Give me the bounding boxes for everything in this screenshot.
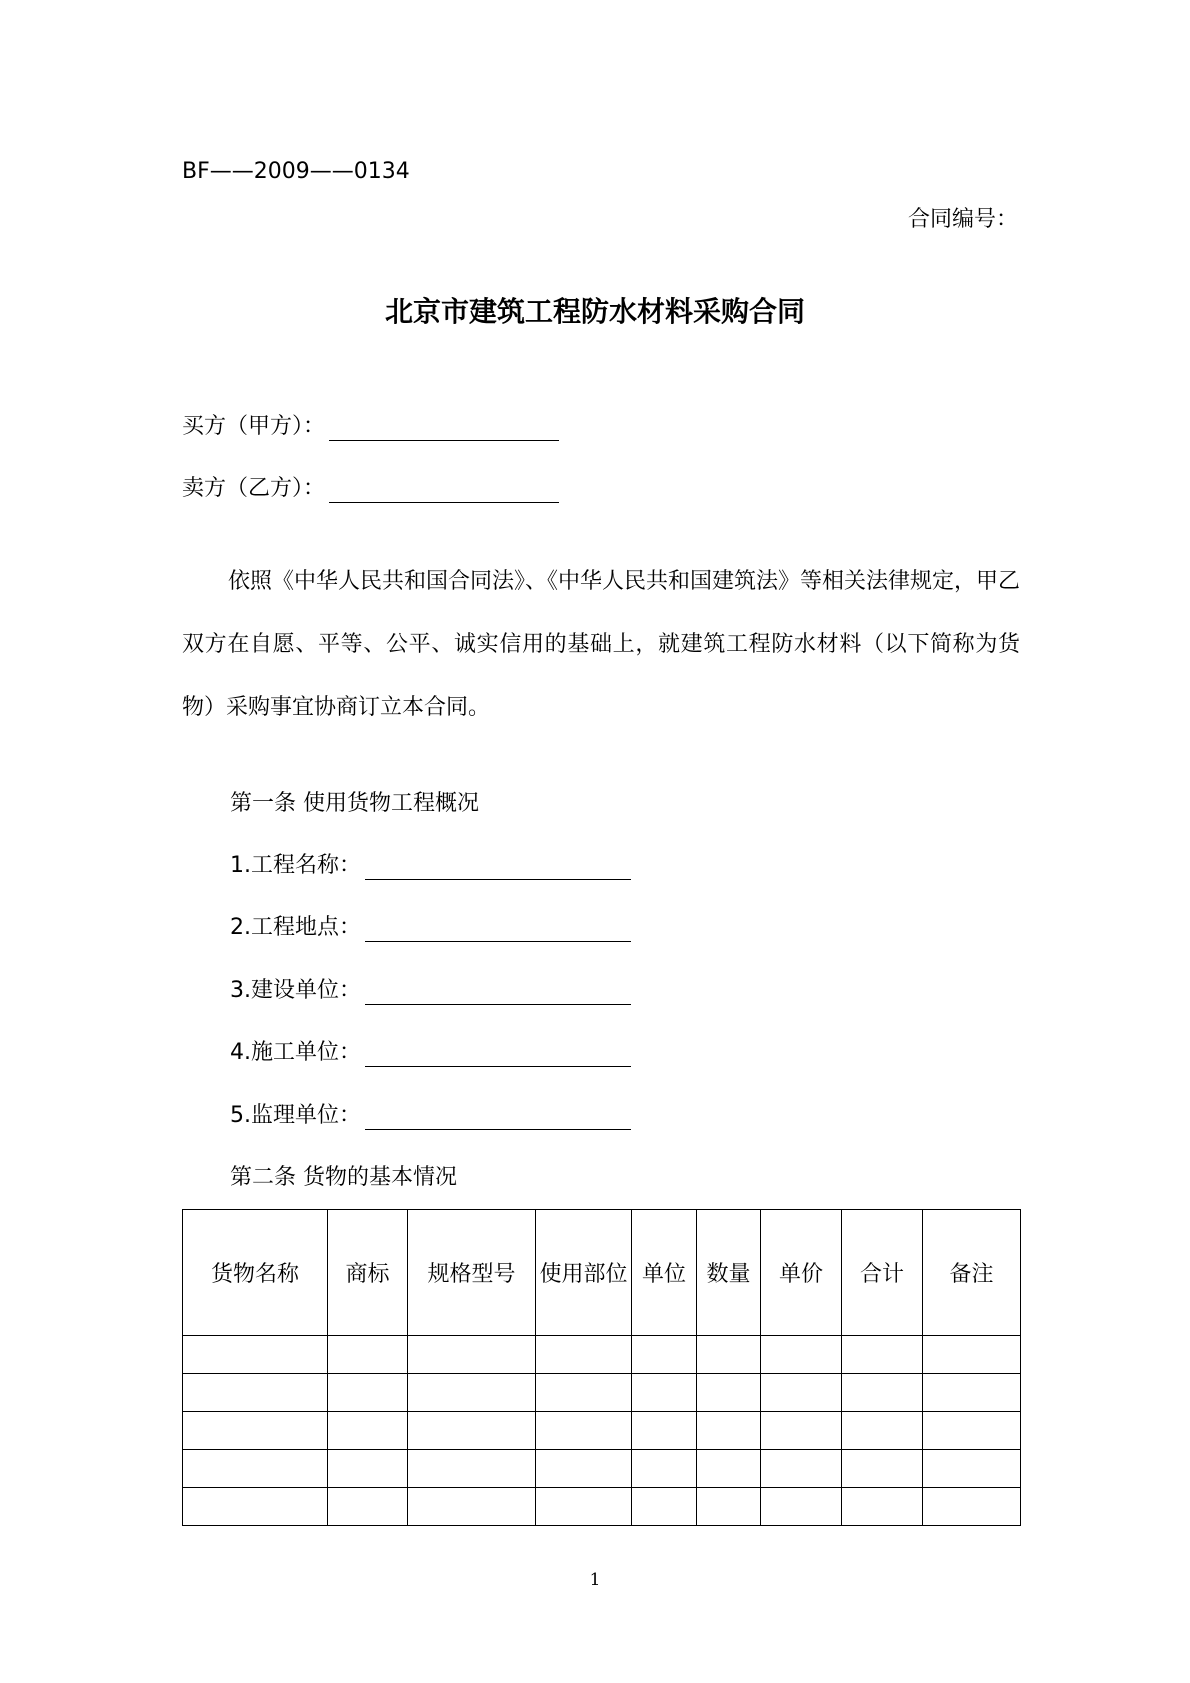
supervisor-label: 5.监理单位： xyxy=(230,1103,361,1128)
table-cell[interactable] xyxy=(842,1412,923,1450)
project-location-label: 2.工程地点： xyxy=(230,915,361,940)
article1-item xyxy=(230,1039,631,1067)
table-header-row xyxy=(183,1210,1021,1336)
header-unit-price: 单价 xyxy=(761,1210,842,1336)
table-cell[interactable] xyxy=(536,1412,632,1450)
project-location-blank[interactable] xyxy=(365,917,631,942)
page-title: 北京市建筑工程防水材料采购合同 xyxy=(384,295,805,328)
table-cell[interactable] xyxy=(183,1488,328,1526)
table-cell[interactable] xyxy=(536,1374,632,1412)
buyer-label: 买方（甲方）： xyxy=(182,414,326,439)
table-row xyxy=(183,1374,1021,1412)
table-cell[interactable] xyxy=(328,1450,408,1488)
goods-table xyxy=(182,1209,1021,1526)
table-cell[interactable] xyxy=(328,1336,408,1374)
buyer-line xyxy=(182,413,559,441)
table-cell[interactable] xyxy=(761,1374,842,1412)
table-cell[interactable] xyxy=(328,1488,408,1526)
table-cell[interactable] xyxy=(632,1336,697,1374)
header-unit: 单位 xyxy=(632,1210,697,1336)
table-cell[interactable] xyxy=(632,1412,697,1450)
table-cell[interactable] xyxy=(697,1374,761,1412)
article1-heading: 第一条 使用货物工程概况 xyxy=(230,791,479,816)
developer-blank[interactable] xyxy=(365,980,631,1005)
article1-item xyxy=(230,852,631,880)
article1-item xyxy=(230,1102,631,1130)
table-cell[interactable] xyxy=(408,1336,536,1374)
page-number: 1 xyxy=(589,1570,601,1590)
table-cell[interactable] xyxy=(842,1374,923,1412)
intro-text: 依照《中华人民共和国合同法》、《中华人民共和国建筑法》等相关法律规定，甲乙双方在自愿、平等、公平、诚实信用的基础上，就建筑工程防水材料（以下简称为货物）采购事宜协商订立本合同。 xyxy=(182,569,1021,720)
table-row xyxy=(183,1412,1021,1450)
table-cell[interactable] xyxy=(183,1374,328,1412)
table-cell[interactable] xyxy=(697,1450,761,1488)
table-cell[interactable] xyxy=(536,1488,632,1526)
header-brand: 商标 xyxy=(328,1210,408,1336)
header-total: 合计 xyxy=(842,1210,923,1336)
table-cell[interactable] xyxy=(183,1336,328,1374)
table-cell[interactable] xyxy=(408,1488,536,1526)
article1-item xyxy=(230,977,631,1005)
table-cell[interactable] xyxy=(408,1374,536,1412)
table-cell[interactable] xyxy=(842,1488,923,1526)
contractor-label: 4.施工单位： xyxy=(230,1040,361,1065)
table-cell[interactable] xyxy=(923,1488,1021,1526)
seller-label: 卖方（乙方）： xyxy=(182,476,326,501)
project-name-label: 1.工程名称： xyxy=(230,853,361,878)
document-code: BF——2009——0134 xyxy=(182,159,410,184)
table-cell[interactable] xyxy=(761,1488,842,1526)
table-cell[interactable] xyxy=(923,1450,1021,1488)
seller-blank[interactable] xyxy=(329,478,559,503)
table-cell[interactable] xyxy=(408,1412,536,1450)
header-remarks: 备注 xyxy=(923,1210,1021,1336)
table-cell[interactable] xyxy=(536,1336,632,1374)
table-cell[interactable] xyxy=(697,1336,761,1374)
table-cell[interactable] xyxy=(183,1412,328,1450)
table-cell[interactable] xyxy=(842,1450,923,1488)
table-cell[interactable] xyxy=(536,1450,632,1488)
contractor-blank[interactable] xyxy=(365,1042,631,1067)
table-cell[interactable] xyxy=(632,1450,697,1488)
table-cell[interactable] xyxy=(408,1450,536,1488)
table-cell[interactable] xyxy=(923,1374,1021,1412)
table-cell[interactable] xyxy=(842,1336,923,1374)
table-cell[interactable] xyxy=(761,1450,842,1488)
article1-item xyxy=(230,914,631,942)
intro-paragraph xyxy=(182,550,1020,739)
table-row xyxy=(183,1450,1021,1488)
table-cell[interactable] xyxy=(923,1412,1021,1450)
article2-heading: 第二条 货物的基本情况 xyxy=(230,1165,457,1190)
table-cell[interactable] xyxy=(761,1412,842,1450)
header-goods-name: 货物名称 xyxy=(183,1210,328,1336)
buyer-blank[interactable] xyxy=(329,416,559,441)
table-cell[interactable] xyxy=(632,1374,697,1412)
contract-number-label: 合同编号： xyxy=(907,207,1018,232)
header-quantity: 数量 xyxy=(697,1210,761,1336)
seller-line xyxy=(182,475,559,503)
table-cell[interactable] xyxy=(632,1488,697,1526)
project-name-blank[interactable] xyxy=(365,855,631,880)
header-spec-model: 规格型号 xyxy=(408,1210,536,1336)
table-cell[interactable] xyxy=(697,1488,761,1526)
table-cell[interactable] xyxy=(697,1412,761,1450)
table-row xyxy=(183,1336,1021,1374)
table-cell[interactable] xyxy=(183,1450,328,1488)
table-cell[interactable] xyxy=(923,1336,1021,1374)
table-cell[interactable] xyxy=(328,1374,408,1412)
developer-label: 3.建设单位： xyxy=(230,978,361,1003)
table-cell[interactable] xyxy=(328,1412,408,1450)
header-usage-location: 使用部位 xyxy=(536,1210,632,1336)
table-row xyxy=(183,1488,1021,1526)
table-cell[interactable] xyxy=(761,1336,842,1374)
supervisor-blank[interactable] xyxy=(365,1105,631,1130)
